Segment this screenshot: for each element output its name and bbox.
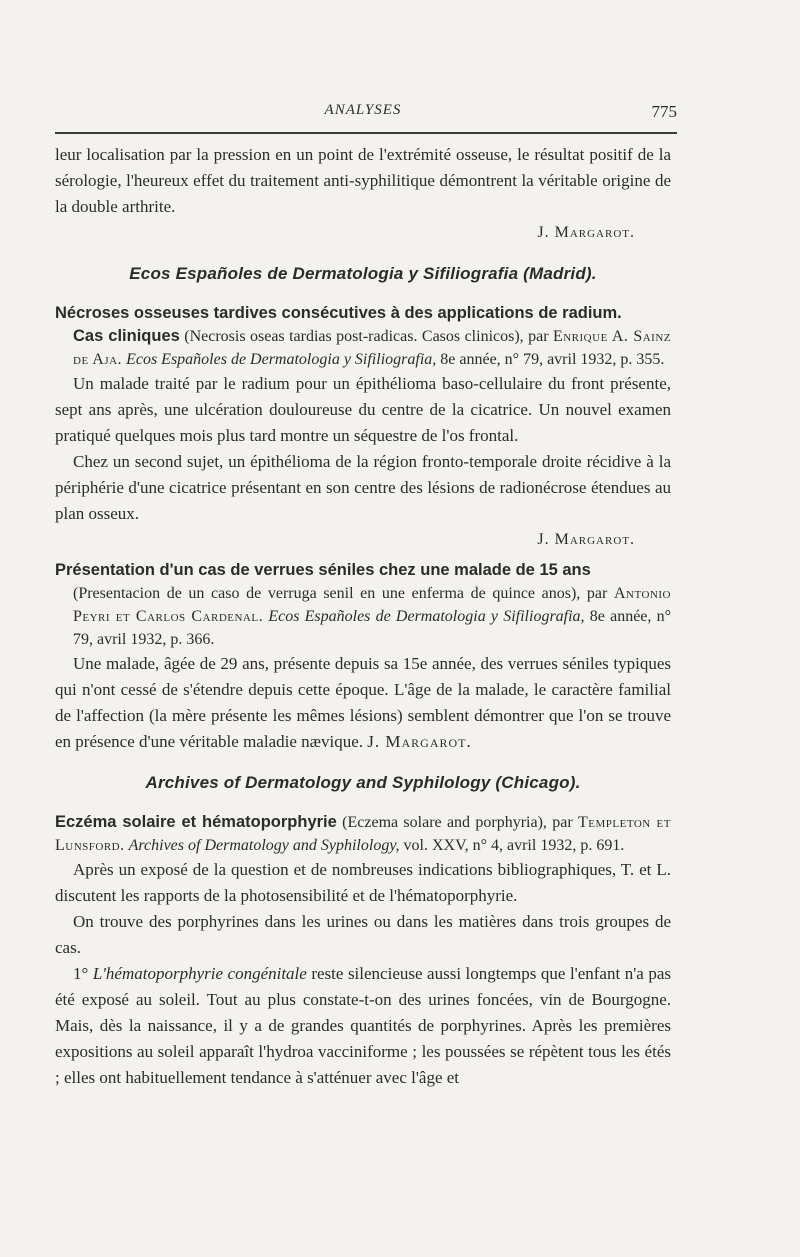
running-head: ANALYSES <box>324 102 402 118</box>
citation-authors: Enrique A. Sainz de Aja. <box>73 328 672 368</box>
page-header <box>55 96 677 136</box>
paragraph: Après un exposé de la question et de nombreuses indications bibliographiques, T. et L. discutent les rapports de la photosensibilité et de l'hématoporphyrie. <box>55 860 671 905</box>
page-number: 775 <box>651 102 677 121</box>
article-necroses <box>55 302 671 553</box>
citation-english-title: (Eczema solare and porphyria), par <box>342 814 573 831</box>
paragraph-text: Une malade, âgée de 29 ans, présente depuis sa 15e année, des verrues séniles typiques qui n'ont cessé de s'étendre depuis cette époque. L'âge de la malade, le caractère familial de l'affection (la mère présente les mêmes lésions) semblent démontrer que l'on se trouve en présence d'une véritable maladie nævique. <box>55 654 671 751</box>
paragraph: Chez un second sujet, un épithélioma de la région fronto-temporale droite récidive à la périphérie d'une cicatrice présentant en son centre des lésions de radionécrose étendues au plan osseux. <box>55 452 671 523</box>
journal-heading: Archives of Dermatology and Syphilology (Chicago). <box>145 773 581 792</box>
paragraph: Un malade traité par le radium pour un épithélioma baso-cellulaire du front présente, sept ans après, une ulcération douloureuse du centre de la cicatrice. Un nouvel examen pratiqué quelques mois plus tard montre un séquestre de l'os frontal. <box>55 374 671 445</box>
article-eczema <box>55 811 671 1091</box>
article-citation <box>55 811 671 857</box>
intro-paragraph: leur localisation par la pression en un point de l'extrémité osseuse, le résultat positif de la sérologie, l'heureux effet du traitement anti-syphilitique démontrent la véritable origine de la double arthrite. <box>55 145 671 216</box>
citation-source: Archives of Dermatology and Syphilology, <box>128 837 400 854</box>
italic-term: L'hématoporphyrie congénitale <box>92 964 307 983</box>
citation-source: Ecos Españoles de Dermatologia y Sifiliografia, <box>268 608 585 625</box>
article-subtitle: Cas cliniques <box>73 327 180 345</box>
paragraph <box>55 961 671 1091</box>
citation-details: vol. XXV, n° 4, avril 1932, p. 691. <box>403 837 625 854</box>
citation-details: 8e année, n° 79, avril 1932, p. 366. <box>73 608 672 648</box>
signature: J. Margarot. <box>537 531 635 548</box>
article-title: Présentation d'un cas de verrues séniles chez une malade de 15 ans <box>55 561 591 579</box>
citation-details: 8e année, n° 79, avril 1932, p. 355. <box>440 351 665 368</box>
body-text <box>55 142 671 1091</box>
article-verrues <box>55 559 671 755</box>
citation-spanish-title: (Necrosis oseas tardias post-radicas. Casos clinicos), par <box>184 328 549 345</box>
citation-authors: Templeton et Lunsford. <box>55 814 671 854</box>
journal-heading: Ecos Españoles de Dermatologia y Sifiliografia (Madrid). <box>129 264 597 283</box>
article-title: Eczéma solaire et hématoporphyrie <box>55 813 337 831</box>
article-citation <box>55 325 671 371</box>
citation-authors: Antonio Peyri et Carlos Cardenal. <box>73 585 671 625</box>
article-title: Nécroses osseuses tardives consécutives à des applications de radium. <box>55 304 622 322</box>
paragraph: On trouve des porphyrines dans les urines ou dans les matières dans trois groupes de cas. <box>55 912 671 957</box>
paragraph-text: reste silencieuse aussi longtemps que l'enfant n'a pas été exposé au soleil. Tout au plus constate-t-on des urines foncées, vin de Bourgogne. Mais, dès la naissance, il y a de grandes quantités de porphyrines. Après les premières expositions au soleil apparaît l'hydroa vacciniforme ; les poussées se répètent tous les étés ; elles ont habituellement tendance à s'atténuer avec l'âge et <box>55 964 671 1087</box>
header-rule <box>55 132 677 134</box>
citation-spanish-title: (Presentacion de un caso de verruga senil en une enferma de quince anos), par <box>73 585 608 602</box>
paragraph <box>55 651 671 755</box>
article-citation <box>55 582 671 651</box>
signature: J. Margarot. <box>367 732 472 751</box>
signature: J. Margarot. <box>537 224 635 241</box>
citation-source: Ecos Españoles de Dermatologia y Sifiliografia, <box>126 351 437 368</box>
item-number: 1° <box>73 964 89 983</box>
